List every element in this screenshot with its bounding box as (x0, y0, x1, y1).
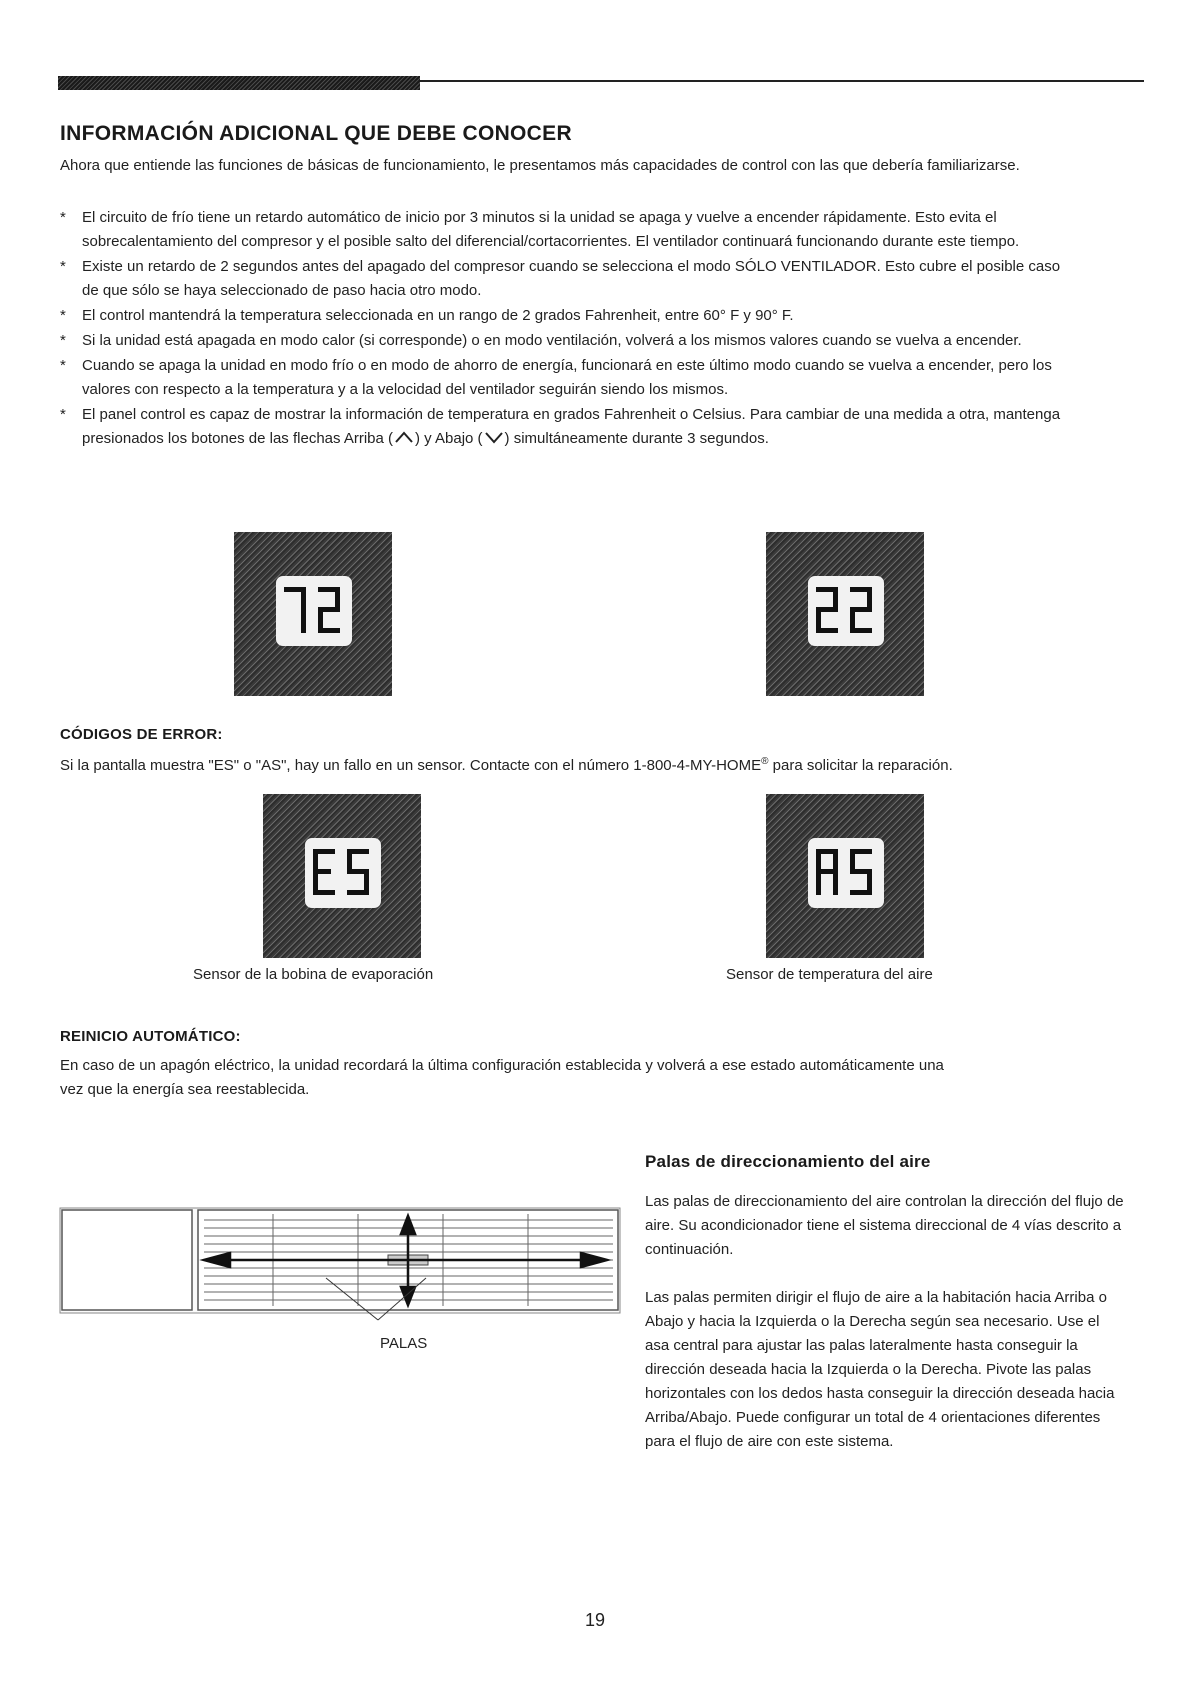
bullet-text: El control mantendrá la temperatura seleccionada en un rango de 2 grados Fahrenheit, entre 60° F y 90° F. (82, 307, 794, 324)
error-codes-text-end: para solicitar la reparación. (768, 757, 953, 774)
display-error-as (766, 794, 924, 958)
down-arrow-icon (483, 430, 505, 444)
bullet-text: Existe un retardo de 2 segundos antes del apagado del compresor cuando se selecciona el modo SÓLO VENTILADOR. Esto cubre el posible caso de que sólo se haya seleccionado de paso hacia otro modo. (82, 258, 1061, 299)
info-bullet-list (60, 206, 1070, 452)
list-item (60, 304, 1070, 328)
lcd-digits (814, 845, 878, 901)
lcd-screen (305, 838, 381, 908)
louvers-title: Palas de direccionamiento del aire (645, 1152, 931, 1171)
caption-evaporator-sensor: Sensor de la bobina de evaporación (193, 966, 434, 983)
lcd-digits (814, 583, 878, 639)
auto-restart-text: En caso de un apagón eléctrico, la unidad recordará la última configuración establecida y volverá a ese estado automáticamente una vez que la energía sea reestablecida. (60, 1057, 944, 1098)
control-panel-area (62, 1210, 192, 1310)
lcd-digits (282, 583, 346, 639)
header-rule (58, 76, 1144, 90)
lcd-screen (808, 838, 884, 908)
page-title: INFORMACIÓN ADICIONAL QUE DEBE CONOCER (60, 122, 572, 145)
louvers-paragraph-2: Las palas permiten dirigir el flujo de aire a la habitación hacia Arriba o Abajo y hacia la Izquierda o la Derecha según sea necesario. Use el asa central para ajustar las palas lateralmente hasta conseguir la dirección deseada hacia la Izquierda o la Derecha. Pivote las palas horizontales con los dedos hasta conseguir la dirección deseada hacia Arriba/Abajo. Puede configurar un total de 4 orientaciones diferentes para el flujo de aire con este sistema. (645, 1289, 1115, 1450)
louvers-paragraph-1: Las palas de direccionamiento del aire controlan la dirección del flujo de aire. Su acondicionador tiene el sistema direccional de 4 vías descrito a continuación. (645, 1193, 1124, 1258)
bullet-marker: * (60, 332, 66, 349)
lcd-screen (276, 576, 352, 646)
louvers-label: PALAS (380, 1335, 428, 1352)
display-fahrenheit (234, 532, 392, 696)
bullet-marker: * (60, 258, 66, 275)
error-codes-text-main: Si la pantalla muestra "ES" o "AS", hay un fallo en un sensor. Contacte con el número 1-800-4-MY-HOME (60, 757, 762, 774)
bullet-marker: * (60, 357, 66, 374)
display-celsius (766, 532, 924, 696)
list-item (60, 329, 1070, 353)
list-item (60, 206, 1070, 254)
display-error-es (263, 794, 421, 958)
bullet-text: El circuito de frío tiene un retardo automático de inicio por 3 minutos si la unidad se apaga y vuelve a encender rápidamente. Esto evita el sobrecalentamiento del compresor y el posible salto del diferencial/cortacorrientes. El ventilador continuará funcionando durante este tiempo. (82, 209, 1020, 250)
bullet-text: El panel control es capaz de mostrar la información de temperatura en grados Fahrenheit o Celsius. Para cambiar de una medida a otra, mantenga presionados los botones de las flechas Arriba ( (82, 406, 1061, 447)
bullet-text-end: ) simultáneamente durante 3 segundos. (504, 430, 769, 447)
lcd-digits (311, 845, 375, 901)
louver-diagram (58, 1098, 628, 1338)
error-codes-text (60, 750, 1020, 778)
bullet-marker: * (60, 307, 66, 324)
lcd-screen (808, 576, 884, 646)
up-arrow-icon (393, 430, 415, 444)
header-rule-thick (58, 76, 420, 90)
page-number: 19 (585, 1610, 606, 1630)
registered-mark: ® (761, 756, 769, 767)
bullet-marker: * (60, 406, 66, 423)
bullet-text: Si la unidad está apagada en modo calor (si corresponde) o en modo ventilación, volverá a los mismos valores cuando se vuelva a encender. (82, 332, 1022, 349)
bullet-text: Cuando se apaga la unidad en modo frío o en modo de ahorro de energía, funcionará en este último modo cuando se vuelva a encender, pero los valores con respecto a la temperatura y a la velocidad del ventilador seguirán siendo los mismos. (82, 357, 1052, 398)
caption-air-sensor: Sensor de temperatura del aire (726, 966, 933, 983)
bullet-marker: * (60, 209, 66, 226)
error-codes-title: CÓDIGOS DE ERROR: (60, 726, 223, 743)
list-item (60, 255, 1070, 303)
header-rule-thin (420, 80, 1144, 82)
intro-paragraph: Ahora que entiende las funciones de básicas de funcionamiento, le presentamos más capacidades de control con las que debería familiarizarse. (60, 157, 1020, 174)
auto-restart-title: REINICIO AUTOMÁTICO: (60, 1028, 241, 1045)
list-item (60, 354, 1070, 402)
list-item (60, 403, 1070, 451)
bullet-text-mid: ) y Abajo ( (415, 430, 483, 447)
